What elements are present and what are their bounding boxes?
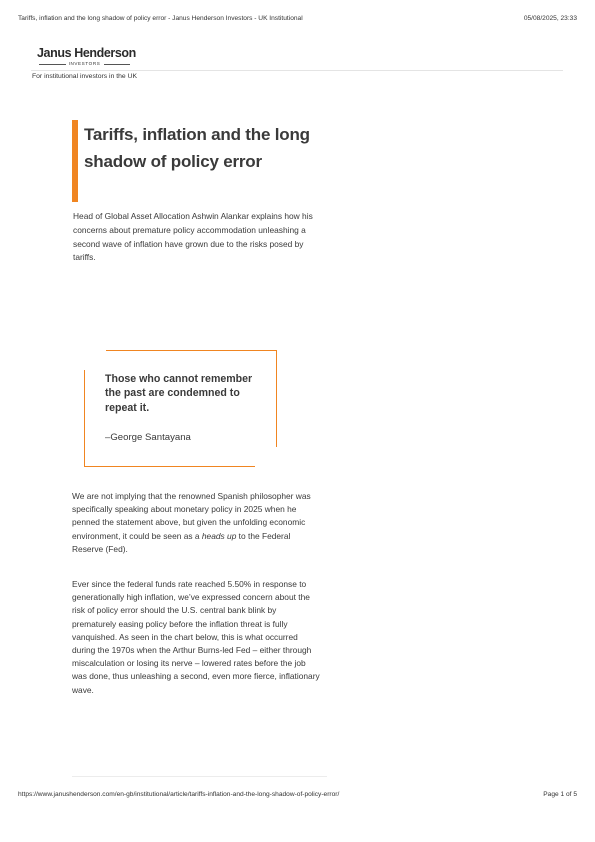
para1-text-after: to the Federal Reserve (Fed).: [72, 530, 291, 554]
quote-border-bottom: [84, 466, 255, 467]
para1-text-before: We are not implying that the renowned Spanish philosopher was specifically speaking about monetary policy in 2025 when he penned the statement above, but given the unfolding economic environment, it could be seen as a: [72, 491, 311, 541]
audience-label: For institutional investors in the UK: [32, 73, 138, 80]
para1-emphasis: heads up: [201, 530, 237, 541]
print-header-timestamp: 05/08/2025, 23:33: [523, 15, 577, 22]
print-header: [18, 15, 577, 27]
content-divider: [72, 776, 327, 777]
logo-subline: [37, 61, 132, 67]
article-intro: Head of Global Asset Allocation Ashwin Alankar explains how his concerns about premature policy accommodation unleashing a second wave of inflation have grown due to the risks posed by tariffs.: [73, 211, 313, 263]
title-accent-bar: [72, 120, 78, 202]
janus-henderson-logo[interactable]: [37, 46, 136, 67]
print-footer-url[interactable]: https://www.janushenderson.com/en-gb/institutional/article/tariffs-inflation-and-the-long-shadow-of-policy-error/: [18, 791, 340, 798]
print-footer: [18, 791, 577, 803]
print-footer-page-number: Page 1 of 5: [543, 791, 577, 798]
logo-wordmark: Janus Henderson: [37, 46, 136, 60]
quote-border-right: [276, 350, 277, 447]
header-divider: [31, 70, 563, 71]
body-paragraph-1: [72, 490, 320, 556]
quote-text: Those who cannot remember the past are condemned to repeat it.: [105, 373, 253, 414]
body-paragraph-2: Ever since the federal funds rate reached 5.50% in response to generationally high inflation, we’ve expressed concern about the risk of policy error should the U.S. central bank blink by prematurely easing policy before the inflation threat is fully vanquished. As seen in the chart below, this is what occurred during the 1970s when the Arthur Burns-led Fed – either through miscalculation or losing its nerve – lowered rates before the job was done, thus unleashing a second, even more fierce, inflationary wave.: [72, 579, 320, 695]
logo-subline-text: INVESTORS: [66, 61, 104, 67]
quote-author: –George Santayana: [105, 432, 191, 443]
article-title: Tariffs, inflation and the long shadow of policy error: [84, 125, 310, 171]
print-header-title: Tariffs, inflation and the long shadow of policy error - Janus Henderson Investors - UK Institutional: [18, 15, 303, 22]
quote-border-left: [84, 370, 85, 467]
quote-border-top: [106, 350, 277, 351]
pull-quote: [84, 350, 277, 467]
